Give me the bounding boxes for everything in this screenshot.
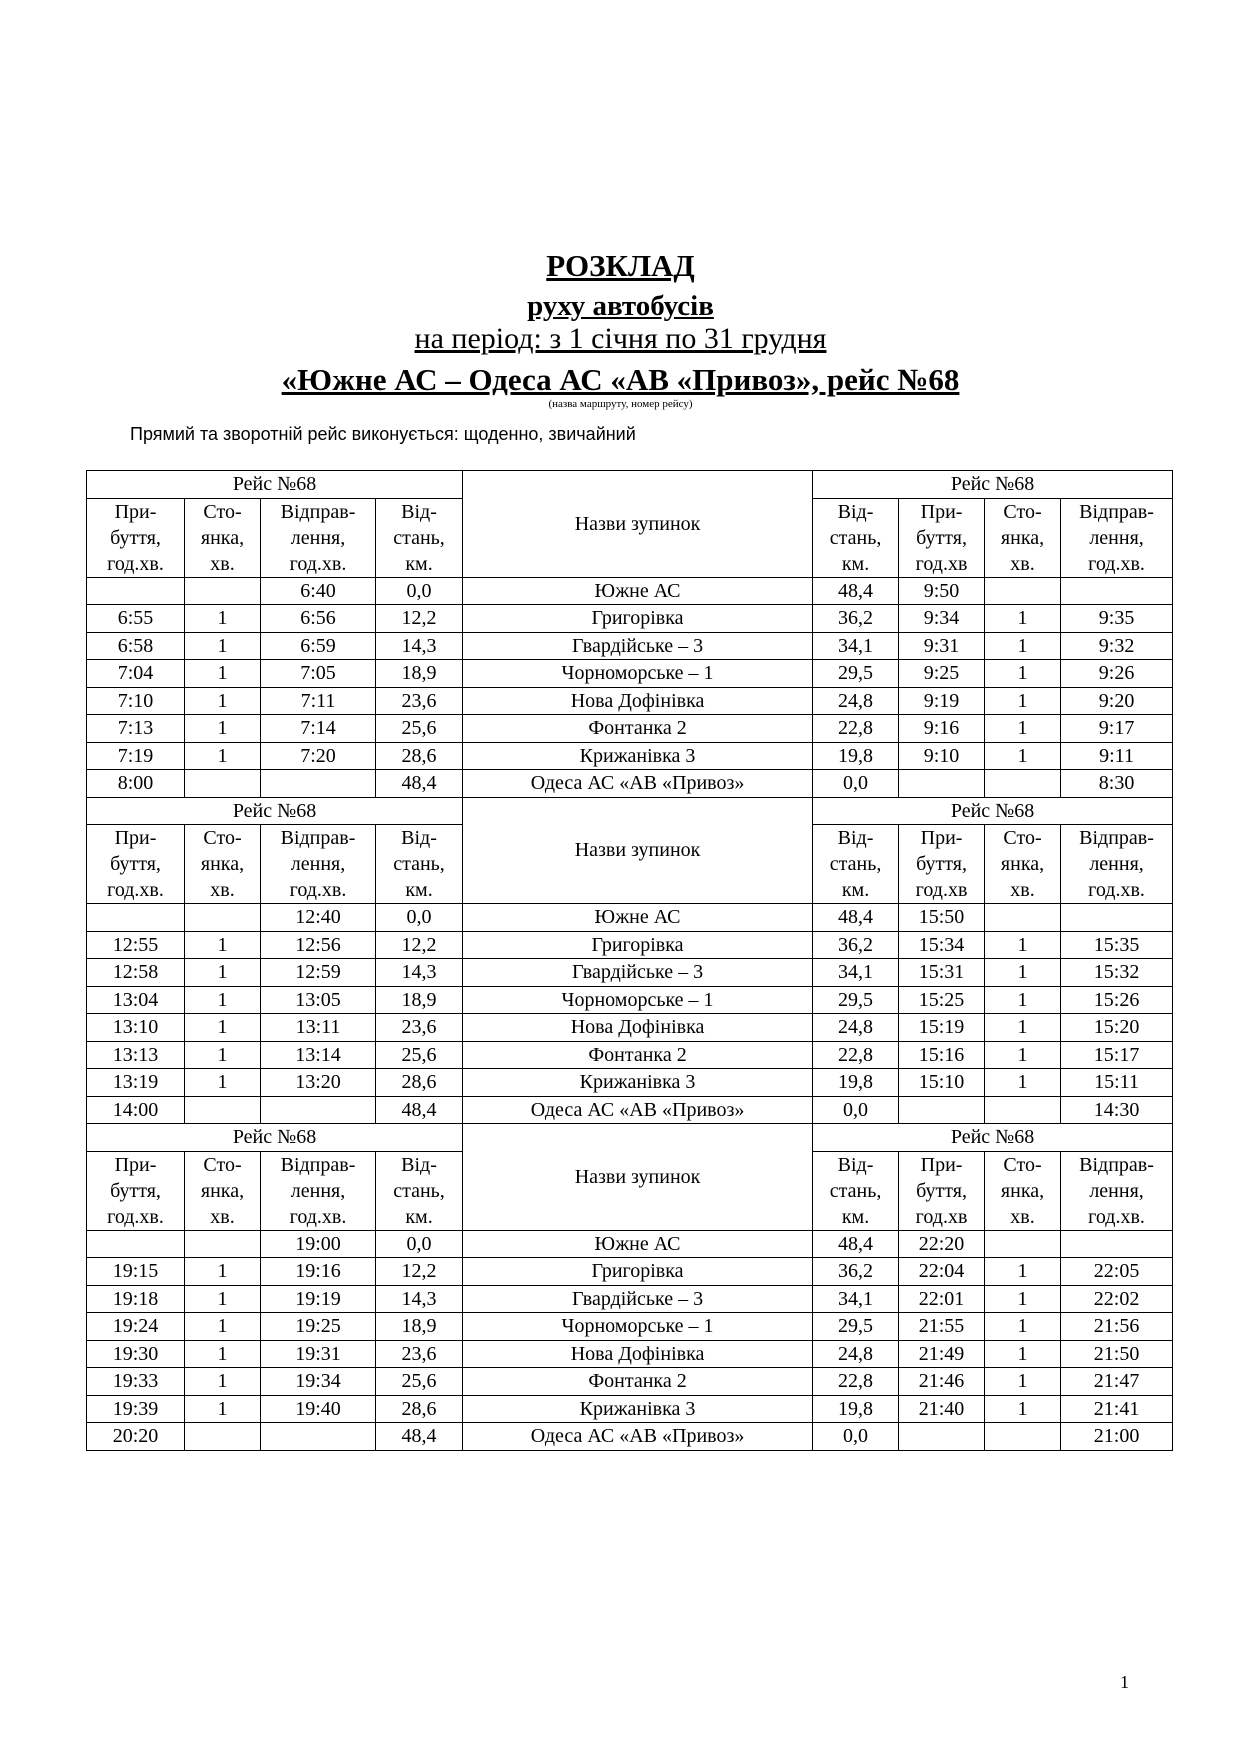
table-row	[87, 1096, 1173, 1124]
table-cell: 12:58	[87, 959, 185, 987]
column-header: Сто- янка, хв.	[185, 498, 261, 577]
stop-name-cell: Фонтанка 2	[463, 715, 813, 743]
stop-name-cell: Чорноморське – 1	[463, 986, 813, 1014]
table-row	[87, 1368, 1173, 1396]
table-row	[87, 1258, 1173, 1286]
table-cell: 0,0	[813, 1096, 899, 1124]
table-cell: 22:20	[899, 1230, 985, 1258]
table-cell: 9:11	[1061, 742, 1173, 770]
table-cell: 1	[985, 605, 1061, 633]
column-header: Сто- янка, хв.	[185, 825, 261, 904]
table-cell: 29,5	[813, 660, 899, 688]
stop-name-cell: Григорівка	[463, 931, 813, 959]
table-cell: 15:50	[899, 904, 985, 932]
table-row	[87, 770, 1173, 798]
table-cell: 15:17	[1061, 1041, 1173, 1069]
table-row	[87, 577, 1173, 605]
table-cell: 19:15	[87, 1258, 185, 1286]
table-row	[87, 1230, 1173, 1258]
table-cell: 1	[185, 1069, 261, 1097]
table-cell: 36,2	[813, 931, 899, 959]
table-cell: 19:31	[261, 1340, 376, 1368]
trip-caption-row	[87, 471, 1173, 499]
table-cell: 48,4	[813, 577, 899, 605]
table-cell: 28,6	[376, 1395, 463, 1423]
table-cell: 9:25	[899, 660, 985, 688]
table-cell: 21:50	[1061, 1340, 1173, 1368]
column-header: При- буття, год.хв	[899, 825, 985, 904]
column-header: Від- стань, км.	[376, 825, 463, 904]
stop-name-cell: Гвардійське – 3	[463, 959, 813, 987]
table-row	[87, 959, 1173, 987]
table-cell: 1	[985, 1014, 1061, 1042]
table-cell: 18,9	[376, 660, 463, 688]
table-cell: 22,8	[813, 1041, 899, 1069]
table-cell: 1	[185, 660, 261, 688]
table-cell: 23,6	[376, 687, 463, 715]
table-row	[87, 904, 1173, 932]
stop-name-cell: Южне АС	[463, 577, 813, 605]
table-cell: 13:13	[87, 1041, 185, 1069]
table-cell: 19:30	[87, 1340, 185, 1368]
table-cell: 48,4	[813, 1230, 899, 1258]
table-cell: 1	[185, 986, 261, 1014]
stop-name-cell: Крижанівка 3	[463, 742, 813, 770]
table-cell: 48,4	[376, 770, 463, 798]
table-cell: 21:56	[1061, 1313, 1173, 1341]
table-cell: 7:13	[87, 715, 185, 743]
table-cell: 21:46	[899, 1368, 985, 1396]
table-cell: 12:55	[87, 931, 185, 959]
table-cell: 1	[985, 1041, 1061, 1069]
table-cell: 34,1	[813, 959, 899, 987]
page-number: 1	[1120, 1672, 1129, 1692]
route-name: «Южне АС – Одеса АС «АВ «Привоз», рейс №68	[281, 362, 960, 397]
table-cell: 12:40	[261, 904, 376, 932]
table-cell: 9:32	[1061, 632, 1173, 660]
table-cell	[185, 1230, 261, 1258]
table-cell: 0,0	[813, 770, 899, 798]
table-cell: 1	[985, 1395, 1061, 1423]
stop-name-cell: Нова Дофінівка	[463, 1014, 813, 1042]
table-cell: 23,6	[376, 1014, 463, 1042]
table-cell: 21:41	[1061, 1395, 1173, 1423]
column-header: Відправ- лення, год.хв.	[261, 498, 376, 577]
column-header: Від- стань, км.	[813, 1151, 899, 1230]
table-cell	[185, 577, 261, 605]
table-cell: 12,2	[376, 605, 463, 633]
stop-name-cell: Григорівка	[463, 605, 813, 633]
table-cell: 18,9	[376, 1313, 463, 1341]
table-cell: 48,4	[376, 1423, 463, 1451]
table-cell: 15:34	[899, 931, 985, 959]
table-cell: 21:49	[899, 1340, 985, 1368]
table-cell: 24,8	[813, 1340, 899, 1368]
trip-caption-outbound: Рейс №68	[87, 797, 463, 825]
table-cell: 13:11	[261, 1014, 376, 1042]
table-row	[87, 632, 1173, 660]
table-cell: 1	[185, 1258, 261, 1286]
table-cell	[185, 1096, 261, 1124]
table-row	[87, 1340, 1173, 1368]
stop-name-cell: Фонтанка 2	[463, 1368, 813, 1396]
table-row	[87, 687, 1173, 715]
table-cell: 22,8	[813, 715, 899, 743]
table-cell: 6:59	[261, 632, 376, 660]
column-header: При- буття, год.хв.	[87, 1151, 185, 1230]
column-header: Від- стань, км.	[813, 825, 899, 904]
column-header: Сто- янка, хв.	[985, 1151, 1061, 1230]
trip-caption-row	[87, 797, 1173, 825]
table-cell: 18,9	[376, 986, 463, 1014]
column-header: При- буття, год.хв	[899, 1151, 985, 1230]
stop-name-cell: Чорноморське – 1	[463, 1313, 813, 1341]
table-cell: 19,8	[813, 742, 899, 770]
trip-caption-outbound: Рейс №68	[87, 1124, 463, 1152]
table-cell	[87, 1230, 185, 1258]
table-cell	[87, 904, 185, 932]
table-cell	[185, 770, 261, 798]
table-cell: 1	[985, 1313, 1061, 1341]
table-cell: 34,1	[813, 632, 899, 660]
table-row	[87, 605, 1173, 633]
schedule-period: на період: з 1 січня по 31 грудня	[414, 322, 827, 355]
table-cell: 9:17	[1061, 715, 1173, 743]
table-cell: 14,3	[376, 959, 463, 987]
table-cell: 24,8	[813, 1014, 899, 1042]
table-cell: 25,6	[376, 715, 463, 743]
table-cell: 9:16	[899, 715, 985, 743]
table-cell: 21:55	[899, 1313, 985, 1341]
table-cell: 12,2	[376, 931, 463, 959]
stop-name-cell: Одеса АС «АВ «Привоз»	[463, 1096, 813, 1124]
table-cell: 1	[185, 1340, 261, 1368]
table-cell	[1061, 904, 1173, 932]
column-header: Відправ- лення, год.хв.	[1061, 498, 1173, 577]
table-row	[87, 1395, 1173, 1423]
stop-name-cell: Южне АС	[463, 1230, 813, 1258]
table-cell: 19:18	[87, 1285, 185, 1313]
schedule-table-body	[87, 471, 1173, 1451]
table-cell: 15:31	[899, 959, 985, 987]
table-cell: 1	[985, 1340, 1061, 1368]
table-cell: 15:19	[899, 1014, 985, 1042]
table-cell: 19:16	[261, 1258, 376, 1286]
table-row	[87, 742, 1173, 770]
table-cell: 19:24	[87, 1313, 185, 1341]
table-cell: 1	[985, 1368, 1061, 1396]
schedule-table	[86, 470, 1173, 1451]
stop-name-cell: Одеса АС «АВ «Привоз»	[463, 770, 813, 798]
stop-name-cell: Гвардійське – 3	[463, 1285, 813, 1313]
table-row	[87, 931, 1173, 959]
document-title: РОЗКЛАД	[546, 248, 695, 283]
table-cell: 19,8	[813, 1069, 899, 1097]
schedule-note: Прямий та зворотній рейс виконується: щоденно, звичайний	[130, 424, 636, 444]
column-header: Сто- янка, хв.	[985, 825, 1061, 904]
table-cell: 7:14	[261, 715, 376, 743]
column-header: Відправ- лення, год.хв.	[261, 1151, 376, 1230]
table-cell: 13:14	[261, 1041, 376, 1069]
table-cell	[985, 1423, 1061, 1451]
table-cell: 14,3	[376, 632, 463, 660]
table-cell: 6:40	[261, 577, 376, 605]
table-cell: 7:20	[261, 742, 376, 770]
table-cell: 8:30	[1061, 770, 1173, 798]
table-cell: 9:10	[899, 742, 985, 770]
table-cell: 0,0	[376, 1230, 463, 1258]
table-cell	[985, 577, 1061, 605]
stops-column-header: Назви зупинок	[463, 1124, 813, 1231]
table-cell: 1	[985, 986, 1061, 1014]
column-header: При- буття, год.хв	[899, 498, 985, 577]
table-cell: 1	[185, 1014, 261, 1042]
table-cell: 1	[985, 931, 1061, 959]
table-cell: 7:11	[261, 687, 376, 715]
table-cell: 1	[185, 959, 261, 987]
table-cell: 1	[185, 632, 261, 660]
table-cell	[985, 770, 1061, 798]
table-cell: 24,8	[813, 687, 899, 715]
table-cell: 9:35	[1061, 605, 1173, 633]
table-cell: 6:56	[261, 605, 376, 633]
table-cell: 19:34	[261, 1368, 376, 1396]
table-cell: 1	[985, 715, 1061, 743]
table-cell: 1	[185, 1285, 261, 1313]
table-cell: 1	[985, 1258, 1061, 1286]
route-name-caption: (назва маршруту, номер рейсу)	[548, 398, 693, 410]
table-cell: 28,6	[376, 742, 463, 770]
table-cell: 7:10	[87, 687, 185, 715]
table-cell: 21:40	[899, 1395, 985, 1423]
trip-caption-return: Рейс №68	[813, 471, 1173, 499]
table-cell: 1	[185, 1368, 261, 1396]
table-cell: 13:05	[261, 986, 376, 1014]
table-cell: 15:32	[1061, 959, 1173, 987]
stops-column-header: Назви зупинок	[463, 471, 813, 578]
table-cell: 1	[985, 660, 1061, 688]
table-cell: 28,6	[376, 1069, 463, 1097]
table-cell: 9:19	[899, 687, 985, 715]
stop-name-cell: Крижанівка 3	[463, 1395, 813, 1423]
table-cell: 14:30	[1061, 1096, 1173, 1124]
trip-caption-outbound: Рейс №68	[87, 471, 463, 499]
table-cell: 8:00	[87, 770, 185, 798]
table-cell: 15:25	[899, 986, 985, 1014]
table-cell: 48,4	[376, 1096, 463, 1124]
table-cell	[261, 1096, 376, 1124]
table-cell: 25,6	[376, 1041, 463, 1069]
table-cell	[985, 904, 1061, 932]
table-cell	[985, 1230, 1061, 1258]
table-row	[87, 1285, 1173, 1313]
table-cell: 13:20	[261, 1069, 376, 1097]
table-cell	[261, 770, 376, 798]
table-row	[87, 1313, 1173, 1341]
column-header: Відправ- лення, год.хв.	[261, 825, 376, 904]
table-cell: 36,2	[813, 605, 899, 633]
table-cell: 7:19	[87, 742, 185, 770]
column-header: При- буття, год.хв.	[87, 498, 185, 577]
table-row	[87, 1423, 1173, 1451]
table-cell: 19,8	[813, 1395, 899, 1423]
table-cell: 29,5	[813, 986, 899, 1014]
table-cell: 6:58	[87, 632, 185, 660]
column-header: Від- стань, км.	[376, 1151, 463, 1230]
table-cell: 15:10	[899, 1069, 985, 1097]
stop-name-cell: Одеса АС «АВ «Привоз»	[463, 1423, 813, 1451]
table-cell: 15:11	[1061, 1069, 1173, 1097]
table-cell: 1	[185, 605, 261, 633]
table-cell: 9:26	[1061, 660, 1173, 688]
table-cell: 19:33	[87, 1368, 185, 1396]
table-cell: 14,3	[376, 1285, 463, 1313]
column-header: Відправ- лення, год.хв.	[1061, 1151, 1173, 1230]
table-cell: 1	[985, 632, 1061, 660]
table-cell: 1	[185, 1395, 261, 1423]
table-cell: 22:05	[1061, 1258, 1173, 1286]
column-header: Відправ- лення, год.хв.	[1061, 825, 1173, 904]
table-cell: 9:50	[899, 577, 985, 605]
table-cell	[1061, 1230, 1173, 1258]
table-cell: 13:19	[87, 1069, 185, 1097]
document-subtitle: руху автобусів	[527, 290, 714, 322]
table-cell: 1	[185, 687, 261, 715]
table-cell: 1	[185, 1313, 261, 1341]
trip-caption-return: Рейс №68	[813, 797, 1173, 825]
table-row	[87, 986, 1173, 1014]
table-cell: 9:31	[899, 632, 985, 660]
table-cell: 0,0	[376, 577, 463, 605]
table-cell	[185, 904, 261, 932]
column-header: Від- стань, км.	[376, 498, 463, 577]
table-cell	[899, 1423, 985, 1451]
trip-caption-return: Рейс №68	[813, 1124, 1173, 1152]
table-cell: 36,2	[813, 1258, 899, 1286]
table-cell: 23,6	[376, 1340, 463, 1368]
table-cell: 9:20	[1061, 687, 1173, 715]
table-cell	[1061, 577, 1173, 605]
trip-caption-row	[87, 1124, 1173, 1152]
table-cell: 1	[985, 1285, 1061, 1313]
table-cell: 1	[185, 742, 261, 770]
table-cell: 29,5	[813, 1313, 899, 1341]
column-header: Від- стань, км.	[813, 498, 899, 577]
stops-column-header: Назви зупинок	[463, 797, 813, 904]
table-cell	[899, 1096, 985, 1124]
table-cell: 22:02	[1061, 1285, 1173, 1313]
table-cell: 25,6	[376, 1368, 463, 1396]
table-cell: 22,8	[813, 1368, 899, 1396]
table-cell: 19:25	[261, 1313, 376, 1341]
table-cell: 15:26	[1061, 986, 1173, 1014]
stop-name-cell: Крижанівка 3	[463, 1069, 813, 1097]
table-cell	[261, 1423, 376, 1451]
stop-name-cell: Гвардійське – 3	[463, 632, 813, 660]
stop-name-cell: Южне АС	[463, 904, 813, 932]
table-cell: 9:34	[899, 605, 985, 633]
table-cell: 1	[185, 931, 261, 959]
table-cell: 20:20	[87, 1423, 185, 1451]
table-cell: 0,0	[813, 1423, 899, 1451]
table-cell	[185, 1423, 261, 1451]
table-cell: 0,0	[376, 904, 463, 932]
table-cell: 15:35	[1061, 931, 1173, 959]
table-cell: 21:47	[1061, 1368, 1173, 1396]
table-cell: 22:01	[899, 1285, 985, 1313]
table-row	[87, 1069, 1173, 1097]
column-header: При- буття, год.хв.	[87, 825, 185, 904]
table-cell: 13:10	[87, 1014, 185, 1042]
table-cell: 1	[185, 715, 261, 743]
table-cell: 1	[985, 959, 1061, 987]
table-cell	[87, 577, 185, 605]
table-cell: 15:20	[1061, 1014, 1173, 1042]
column-header: Сто- янка, хв.	[985, 498, 1061, 577]
table-row	[87, 660, 1173, 688]
stop-name-cell: Григорівка	[463, 1258, 813, 1286]
table-cell: 1	[985, 687, 1061, 715]
table-cell: 15:16	[899, 1041, 985, 1069]
stop-name-cell: Нова Дофінівка	[463, 1340, 813, 1368]
table-cell: 6:55	[87, 605, 185, 633]
table-row	[87, 1014, 1173, 1042]
table-cell: 1	[985, 742, 1061, 770]
stop-name-cell: Чорноморське – 1	[463, 660, 813, 688]
table-cell: 1	[985, 1069, 1061, 1097]
table-cell: 1	[185, 1041, 261, 1069]
table-cell: 12:56	[261, 931, 376, 959]
table-cell: 22:04	[899, 1258, 985, 1286]
table-cell: 12,2	[376, 1258, 463, 1286]
table-cell: 14:00	[87, 1096, 185, 1124]
table-cell: 19:00	[261, 1230, 376, 1258]
table-cell: 48,4	[813, 904, 899, 932]
table-cell: 19:40	[261, 1395, 376, 1423]
table-cell: 19:39	[87, 1395, 185, 1423]
stop-name-cell: Нова Дофінівка	[463, 687, 813, 715]
table-cell	[899, 770, 985, 798]
table-cell: 7:05	[261, 660, 376, 688]
table-cell: 7:04	[87, 660, 185, 688]
stop-name-cell: Фонтанка 2	[463, 1041, 813, 1069]
table-cell: 19:19	[261, 1285, 376, 1313]
table-cell: 12:59	[261, 959, 376, 987]
table-row	[87, 1041, 1173, 1069]
column-header: Сто- янка, хв.	[185, 1151, 261, 1230]
table-row	[87, 715, 1173, 743]
table-cell	[985, 1096, 1061, 1124]
table-cell: 13:04	[87, 986, 185, 1014]
table-cell: 21:00	[1061, 1423, 1173, 1451]
table-cell: 34,1	[813, 1285, 899, 1313]
